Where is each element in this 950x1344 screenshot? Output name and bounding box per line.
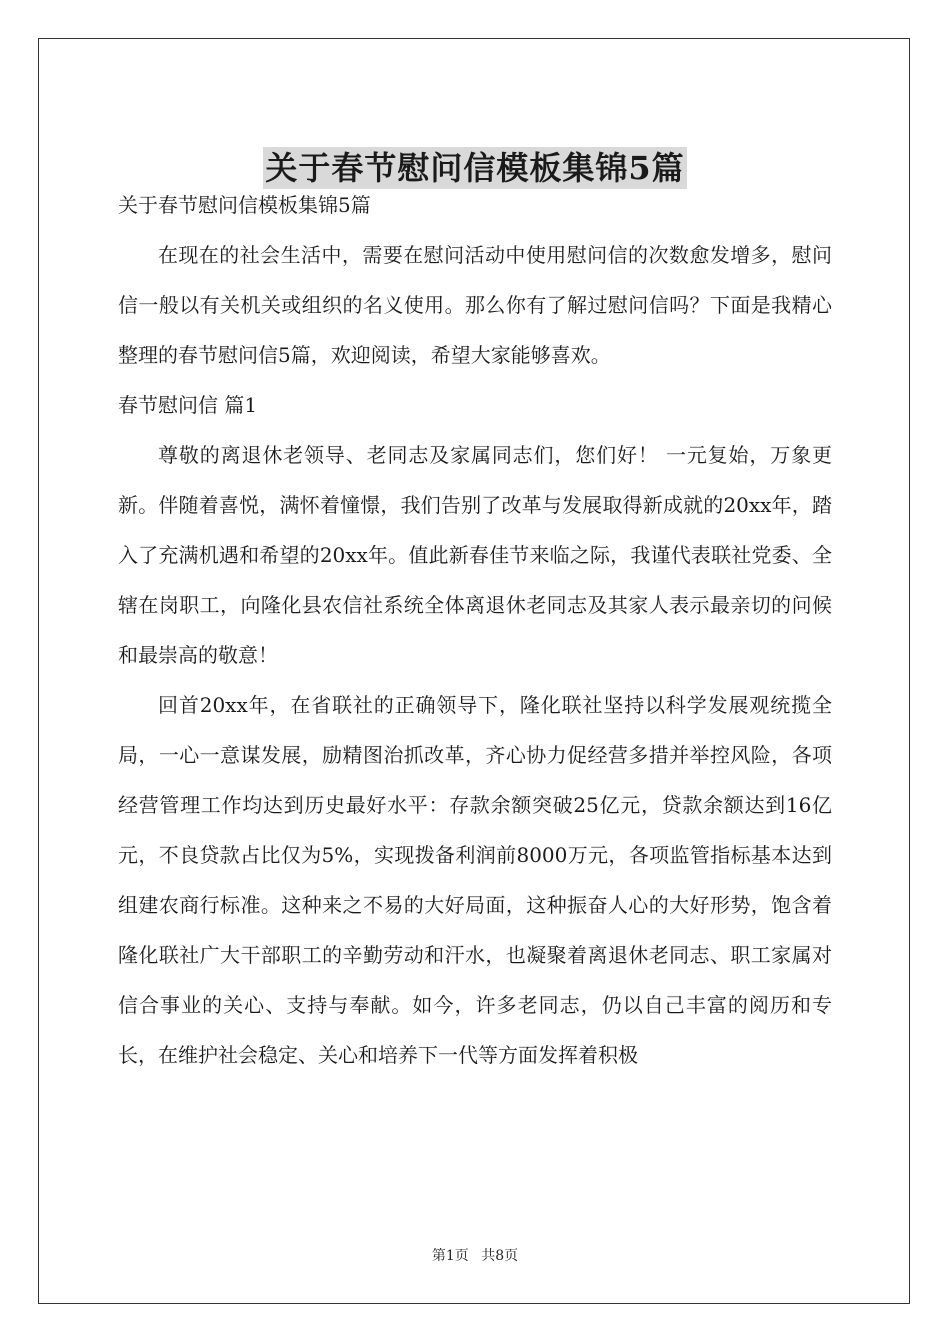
document-title: 关于春节慰问信模板集锦5篇 <box>265 149 685 188</box>
page-total: 共8页 <box>481 1248 519 1264</box>
body-paragraph-1: 尊敬的离退休老领导、老同志及家属同志们，您们好！ 一元复始，万象更新。伴随着喜悦，满怀着憧憬，我们告别了改革与发展取得新成就的20xx年，踏入了充满机遇和希望的20xx年。值此新春佳节来临之际，我谨代表联社党委、全辖在岗职工，向隆化县农信社系统全体离退休老同志及其家人表示最亲切的问候和最崇高的敬意！ <box>118 443 832 667</box>
intro-paragraph: 在现在的社会生活中，需要在慰问活动中使用慰问信的次数愈发增多，慰问信一般以有关机关或组织的名义使用。那么你有了解过慰问信吗？下面是我精心整理的春节慰问信5篇，欢迎阅读，希望大家能够喜欢。 <box>118 243 832 367</box>
page-footer <box>0 1245 950 1265</box>
body-paragraph-2: 回首20xx年，在省联社的正确领导下，隆化联社坚持以科学发展观统揽全局，一心一意谋发展，励精图治抓改革，齐心协力促经营多措并举控风险，各项经营管理工作均达到历史最好水平：存款余额突破25亿元，贷款余额达到16亿元，不良贷款占比仅为5%，实现拨备利润前8000万元，各项监管指标基本达到组建农商行标准。这种来之不易的大好局面，这种振奋人心的大好形势，饱含着隆化联社广大干部职工的辛勤劳动和汗水，也凝聚着离退休老同志、职工家属对信合事业的关心、支持与奉献。如今，许多老同志，仍以自己丰富的阅历和专长，在维护社会稳定、关心和培养下一代等方面发挥着积极 <box>118 693 832 1067</box>
document-subtitle: 关于春节慰问信模板集锦5篇 <box>118 193 371 217</box>
document-body <box>118 180 832 1080</box>
section-heading: 春节慰问信 篇1 <box>118 393 258 417</box>
page-number: 第1页 <box>431 1248 469 1264</box>
